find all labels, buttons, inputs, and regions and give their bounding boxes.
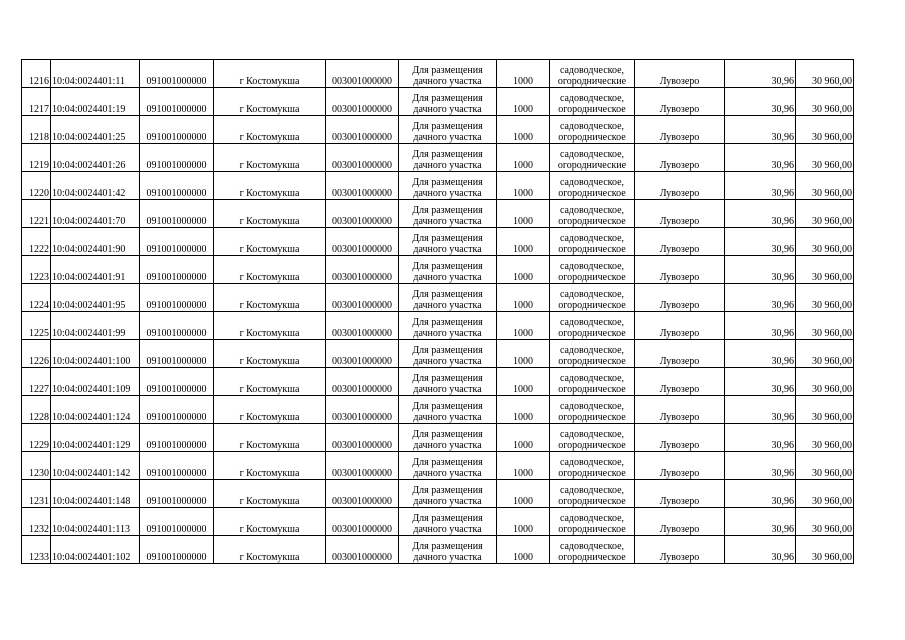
area-cell: 1000	[497, 396, 550, 424]
purpose-line-2: дачного участка	[413, 216, 482, 227]
row-number-cell: 1228	[22, 396, 51, 424]
cadastral-value-cell: 30 960,00	[796, 200, 854, 228]
table-row	[22, 396, 854, 424]
cadastral-value-cell: 30 960,00	[796, 284, 854, 312]
purpose-line-1: Для размещения	[412, 541, 483, 552]
city-cell: г Костомукша	[214, 144, 326, 172]
rate-cell: 30,96	[725, 424, 796, 452]
rate-cell: 30,96	[725, 256, 796, 284]
table-row	[22, 144, 854, 172]
rate-cell: 30,96	[725, 284, 796, 312]
cadastral-value-cell: 30 960,00	[796, 340, 854, 368]
rate-cell: 30,96	[725, 396, 796, 424]
land-use-cell	[550, 368, 635, 396]
purpose-cell	[399, 340, 497, 368]
cadastral-value-cell: 30 960,00	[796, 88, 854, 116]
city-cell: г Костомукша	[214, 340, 326, 368]
cadastral-number-cell: 10:04:0024401:109	[51, 368, 140, 396]
land-use-line-1: садоводческое,	[559, 177, 625, 188]
land-use-line-2: огородническое	[558, 468, 626, 479]
table-row	[22, 480, 854, 508]
cadastral-number-cell: 10:04:0024401:129	[51, 424, 140, 452]
purpose-line-2: дачного участка	[413, 104, 482, 115]
oktmo-code-cell: 091001000000	[140, 508, 214, 536]
land-use-cell	[550, 536, 635, 564]
land-use-line-2: огородническое	[558, 356, 626, 367]
table-row	[22, 116, 854, 144]
location-cell: Лувозеро	[635, 452, 725, 480]
cadastral-number-cell: 10:04:0024401:19	[51, 88, 140, 116]
code-cell: 003001000000	[326, 340, 399, 368]
area-cell: 1000	[497, 60, 550, 88]
purpose-line-1: Для размещения	[412, 121, 483, 132]
cadastral-number-cell: 10:04:0024401:148	[51, 480, 140, 508]
purpose-line-2: дачного участка	[413, 160, 482, 171]
city-cell: г Костомукша	[214, 60, 326, 88]
land-use-line-2: огородническое	[558, 412, 626, 423]
cadastral-number-cell: 10:04:0024401:99	[51, 312, 140, 340]
location-cell: Лувозеро	[635, 172, 725, 200]
row-number-cell: 1219	[22, 144, 51, 172]
code-cell: 003001000000	[326, 60, 399, 88]
row-number-cell: 1216	[22, 60, 51, 88]
land-use-line-1: садоводческое,	[559, 149, 625, 160]
table-row	[22, 200, 854, 228]
rate-cell: 30,96	[725, 228, 796, 256]
purpose-line-1: Для размещения	[412, 261, 483, 272]
rate-cell: 30,96	[725, 452, 796, 480]
oktmo-code-cell: 091001000000	[140, 200, 214, 228]
location-cell: Лувозеро	[635, 340, 725, 368]
land-use-cell	[550, 88, 635, 116]
purpose-line-2: дачного участка	[413, 132, 482, 143]
land-use-line-1: садоводческое,	[559, 345, 625, 356]
purpose-line-1: Для размещения	[412, 373, 483, 384]
location-cell: Лувозеро	[635, 536, 725, 564]
rate-cell: 30,96	[725, 340, 796, 368]
land-use-line-2: огородническое	[558, 244, 626, 255]
table-row	[22, 508, 854, 536]
city-cell: г Костомукша	[214, 88, 326, 116]
code-cell: 003001000000	[326, 480, 399, 508]
row-number-cell: 1231	[22, 480, 51, 508]
purpose-line-1: Для размещения	[412, 401, 483, 412]
purpose-cell	[399, 536, 497, 564]
code-cell: 003001000000	[326, 172, 399, 200]
location-cell: Лувозеро	[635, 88, 725, 116]
location-cell: Лувозеро	[635, 228, 725, 256]
land-use-line-1: садоводческое,	[559, 289, 625, 300]
oktmo-code-cell: 091001000000	[140, 144, 214, 172]
row-number-cell: 1225	[22, 312, 51, 340]
oktmo-code-cell: 091001000000	[140, 88, 214, 116]
purpose-cell	[399, 60, 497, 88]
city-cell: г Костомукша	[214, 508, 326, 536]
row-number-cell: 1232	[22, 508, 51, 536]
land-use-line-2: огородническое	[558, 272, 626, 283]
land-use-cell	[550, 116, 635, 144]
cadastral-number-cell: 10:04:0024401:124	[51, 396, 140, 424]
rate-cell: 30,96	[725, 536, 796, 564]
area-cell: 1000	[497, 368, 550, 396]
table-row	[22, 172, 854, 200]
land-use-cell	[550, 396, 635, 424]
code-cell: 003001000000	[326, 284, 399, 312]
row-number-cell: 1217	[22, 88, 51, 116]
code-cell: 003001000000	[326, 116, 399, 144]
table-row	[22, 536, 854, 564]
cadastral-number-cell: 10:04:0024401:90	[51, 228, 140, 256]
purpose-line-2: дачного участка	[413, 328, 482, 339]
table-row	[22, 340, 854, 368]
row-number-cell: 1230	[22, 452, 51, 480]
location-cell: Лувозеро	[635, 396, 725, 424]
purpose-line-2: дачного участка	[413, 384, 482, 395]
location-cell: Лувозеро	[635, 200, 725, 228]
row-number-cell: 1227	[22, 368, 51, 396]
cadastral-value-cell: 30 960,00	[796, 116, 854, 144]
land-use-line-1: садоводческое,	[559, 93, 625, 104]
cadastral-number-cell: 10:04:0024401:102	[51, 536, 140, 564]
purpose-line-2: дачного участка	[413, 244, 482, 255]
table-row	[22, 60, 854, 88]
land-use-cell	[550, 284, 635, 312]
cadastral-value-cell: 30 960,00	[796, 172, 854, 200]
purpose-line-1: Для размещения	[412, 233, 483, 244]
land-use-cell	[550, 200, 635, 228]
land-use-line-1: садоводческое,	[559, 401, 625, 412]
table-row	[22, 88, 854, 116]
area-cell: 1000	[497, 312, 550, 340]
oktmo-code-cell: 091001000000	[140, 284, 214, 312]
location-cell: Лувозеро	[635, 116, 725, 144]
purpose-line-1: Для размещения	[412, 177, 483, 188]
table-row	[22, 368, 854, 396]
area-cell: 1000	[497, 536, 550, 564]
purpose-cell	[399, 200, 497, 228]
location-cell: Лувозеро	[635, 144, 725, 172]
land-use-line-1: садоводческое,	[559, 541, 625, 552]
document-sheet	[21, 59, 854, 564]
purpose-cell	[399, 116, 497, 144]
purpose-cell	[399, 284, 497, 312]
code-cell: 003001000000	[326, 200, 399, 228]
area-cell: 1000	[497, 228, 550, 256]
city-cell: г Костомукша	[214, 256, 326, 284]
area-cell: 1000	[497, 172, 550, 200]
table-row	[22, 312, 854, 340]
location-cell: Лувозеро	[635, 480, 725, 508]
purpose-cell	[399, 452, 497, 480]
rate-cell: 30,96	[725, 60, 796, 88]
rate-cell: 30,96	[725, 508, 796, 536]
purpose-line-2: дачного участка	[413, 468, 482, 479]
land-use-line-2: огородническое	[558, 384, 626, 395]
rate-cell: 30,96	[725, 368, 796, 396]
land-use-line-2: огородническое	[558, 496, 626, 507]
location-cell: Лувозеро	[635, 312, 725, 340]
land-use-line-2: огородническое	[558, 328, 626, 339]
cadastral-number-cell: 10:04:0024401:113	[51, 508, 140, 536]
city-cell: г Костомукша	[214, 368, 326, 396]
city-cell: г Костомукша	[214, 424, 326, 452]
table-row	[22, 424, 854, 452]
purpose-line-1: Для размещения	[412, 429, 483, 440]
oktmo-code-cell: 091001000000	[140, 452, 214, 480]
land-use-line-1: садоводческое,	[559, 233, 625, 244]
land-use-line-2: огородническое	[558, 132, 626, 143]
city-cell: г Костомукша	[214, 480, 326, 508]
code-cell: 003001000000	[326, 312, 399, 340]
city-cell: г Костомукша	[214, 228, 326, 256]
purpose-cell	[399, 424, 497, 452]
cadastral-number-cell: 10:04:0024401:95	[51, 284, 140, 312]
purpose-line-1: Для размещения	[412, 65, 483, 76]
land-use-line-2: огородническое	[558, 216, 626, 227]
purpose-cell	[399, 368, 497, 396]
row-number-cell: 1233	[22, 536, 51, 564]
city-cell: г Костомукша	[214, 284, 326, 312]
purpose-line-1: Для размещения	[412, 317, 483, 328]
oktmo-code-cell: 091001000000	[140, 116, 214, 144]
cadastral-number-cell: 10:04:0024401:91	[51, 256, 140, 284]
land-use-line-1: садоводческое,	[559, 485, 625, 496]
cadastral-number-cell: 10:04:0024401:25	[51, 116, 140, 144]
code-cell: 003001000000	[326, 424, 399, 452]
oktmo-code-cell: 091001000000	[140, 480, 214, 508]
purpose-line-2: дачного участка	[413, 76, 482, 87]
rate-cell: 30,96	[725, 144, 796, 172]
purpose-line-2: дачного участка	[413, 356, 482, 367]
area-cell: 1000	[497, 116, 550, 144]
land-use-line-1: садоводческое,	[559, 121, 625, 132]
city-cell: г Костомукша	[214, 172, 326, 200]
code-cell: 003001000000	[326, 508, 399, 536]
area-cell: 1000	[497, 200, 550, 228]
cadastral-number-cell: 10:04:0024401:42	[51, 172, 140, 200]
land-use-line-1: садоводческое,	[559, 65, 625, 76]
oktmo-code-cell: 091001000000	[140, 228, 214, 256]
code-cell: 003001000000	[326, 368, 399, 396]
land-use-line-1: садоводческое,	[559, 373, 625, 384]
rate-cell: 30,96	[725, 116, 796, 144]
purpose-line-2: дачного участка	[413, 440, 482, 451]
purpose-line-1: Для размещения	[412, 93, 483, 104]
purpose-line-1: Для размещения	[412, 149, 483, 160]
city-cell: г Костомукша	[214, 452, 326, 480]
row-number-cell: 1226	[22, 340, 51, 368]
oktmo-code-cell: 091001000000	[140, 396, 214, 424]
purpose-line-1: Для размещения	[412, 289, 483, 300]
purpose-line-1: Для размещения	[412, 345, 483, 356]
cadastral-value-cell: 30 960,00	[796, 480, 854, 508]
registry-body	[22, 60, 854, 564]
purpose-line-1: Для размещения	[412, 485, 483, 496]
purpose-line-1: Для размещения	[412, 457, 483, 468]
row-number-cell: 1224	[22, 284, 51, 312]
land-use-cell	[550, 228, 635, 256]
cadastral-value-cell: 30 960,00	[796, 144, 854, 172]
purpose-line-2: дачного участка	[413, 300, 482, 311]
rate-cell: 30,96	[725, 480, 796, 508]
purpose-line-2: дачного участка	[413, 272, 482, 283]
oktmo-code-cell: 091001000000	[140, 340, 214, 368]
row-number-cell: 1218	[22, 116, 51, 144]
code-cell: 003001000000	[326, 256, 399, 284]
purpose-line-2: дачного участка	[413, 552, 482, 563]
rate-cell: 30,96	[725, 88, 796, 116]
land-use-line-1: садоводческое,	[559, 317, 625, 328]
land-use-cell	[550, 172, 635, 200]
table-row	[22, 256, 854, 284]
land-use-cell	[550, 508, 635, 536]
oktmo-code-cell: 091001000000	[140, 60, 214, 88]
location-cell: Лувозеро	[635, 424, 725, 452]
location-cell: Лувозеро	[635, 284, 725, 312]
cadastral-value-cell: 30 960,00	[796, 256, 854, 284]
row-number-cell: 1222	[22, 228, 51, 256]
purpose-cell	[399, 144, 497, 172]
land-use-line-2: огородническое	[558, 524, 626, 535]
area-cell: 1000	[497, 508, 550, 536]
purpose-cell	[399, 312, 497, 340]
land-use-cell	[550, 144, 635, 172]
table-row	[22, 228, 854, 256]
purpose-cell	[399, 88, 497, 116]
cadastral-value-cell: 30 960,00	[796, 228, 854, 256]
land-use-line-1: садоводческое,	[559, 429, 625, 440]
land-use-line-2: огороднические	[557, 160, 627, 171]
row-number-cell: 1223	[22, 256, 51, 284]
cadastral-value-cell: 30 960,00	[796, 508, 854, 536]
cadastral-number-cell: 10:04:0024401:26	[51, 144, 140, 172]
area-cell: 1000	[497, 88, 550, 116]
purpose-cell	[399, 508, 497, 536]
cadastral-number-cell: 10:04:0024401:11	[51, 60, 140, 88]
code-cell: 003001000000	[326, 396, 399, 424]
land-use-line-2: огородническое	[558, 104, 626, 115]
city-cell: г Костомукша	[214, 536, 326, 564]
area-cell: 1000	[497, 480, 550, 508]
land-use-cell	[550, 60, 635, 88]
oktmo-code-cell: 091001000000	[140, 368, 214, 396]
cadastral-value-cell: 30 960,00	[796, 60, 854, 88]
row-number-cell: 1220	[22, 172, 51, 200]
oktmo-code-cell: 091001000000	[140, 536, 214, 564]
oktmo-code-cell: 091001000000	[140, 172, 214, 200]
cadastral-value-cell: 30 960,00	[796, 452, 854, 480]
code-cell: 003001000000	[326, 88, 399, 116]
purpose-line-1: Для размещения	[412, 513, 483, 524]
oktmo-code-cell: 091001000000	[140, 424, 214, 452]
land-use-line-1: садоводческое,	[559, 457, 625, 468]
cadastral-value-cell: 30 960,00	[796, 368, 854, 396]
location-cell: Лувозеро	[635, 60, 725, 88]
land-use-cell	[550, 424, 635, 452]
land-use-line-2: огородническое	[558, 300, 626, 311]
land-use-line-1: садоводческое,	[559, 513, 625, 524]
row-number-cell: 1221	[22, 200, 51, 228]
purpose-line-1: Для размещения	[412, 205, 483, 216]
table-row	[22, 284, 854, 312]
city-cell: г Костомукша	[214, 200, 326, 228]
land-plot-registry-table	[21, 59, 854, 564]
land-use-cell	[550, 480, 635, 508]
code-cell: 003001000000	[326, 228, 399, 256]
row-number-cell: 1229	[22, 424, 51, 452]
land-use-line-1: садоводческое,	[559, 261, 625, 272]
purpose-line-2: дачного участка	[413, 496, 482, 507]
location-cell: Лувозеро	[635, 256, 725, 284]
city-cell: г Костомукша	[214, 312, 326, 340]
cadastral-number-cell: 10:04:0024401:70	[51, 200, 140, 228]
rate-cell: 30,96	[725, 312, 796, 340]
land-use-cell	[550, 312, 635, 340]
purpose-cell	[399, 256, 497, 284]
code-cell: 003001000000	[326, 144, 399, 172]
area-cell: 1000	[497, 144, 550, 172]
purpose-line-2: дачного участка	[413, 524, 482, 535]
area-cell: 1000	[497, 424, 550, 452]
land-use-line-2: огородническое	[558, 552, 626, 563]
land-use-line-2: огороднические	[557, 76, 627, 87]
cadastral-value-cell: 30 960,00	[796, 424, 854, 452]
area-cell: 1000	[497, 452, 550, 480]
purpose-line-2: дачного участка	[413, 188, 482, 199]
purpose-cell	[399, 396, 497, 424]
purpose-cell	[399, 228, 497, 256]
land-use-cell	[550, 256, 635, 284]
land-use-cell	[550, 340, 635, 368]
cadastral-value-cell: 30 960,00	[796, 312, 854, 340]
land-use-cell	[550, 452, 635, 480]
city-cell: г Костомукша	[214, 116, 326, 144]
table-row	[22, 452, 854, 480]
area-cell: 1000	[497, 284, 550, 312]
oktmo-code-cell: 091001000000	[140, 312, 214, 340]
purpose-line-2: дачного участка	[413, 412, 482, 423]
land-use-line-1: садоводческое,	[559, 205, 625, 216]
oktmo-code-cell: 091001000000	[140, 256, 214, 284]
purpose-cell	[399, 480, 497, 508]
code-cell: 003001000000	[326, 536, 399, 564]
purpose-cell	[399, 172, 497, 200]
area-cell: 1000	[497, 340, 550, 368]
cadastral-value-cell: 30 960,00	[796, 536, 854, 564]
land-use-line-2: огородническое	[558, 188, 626, 199]
code-cell: 003001000000	[326, 452, 399, 480]
rate-cell: 30,96	[725, 200, 796, 228]
land-use-line-2: огородническое	[558, 440, 626, 451]
rate-cell: 30,96	[725, 172, 796, 200]
cadastral-number-cell: 10:04:0024401:142	[51, 452, 140, 480]
city-cell: г Костомукша	[214, 396, 326, 424]
area-cell: 1000	[497, 256, 550, 284]
cadastral-value-cell: 30 960,00	[796, 396, 854, 424]
location-cell: Лувозеро	[635, 508, 725, 536]
cadastral-number-cell: 10:04:0024401:100	[51, 340, 140, 368]
location-cell: Лувозеро	[635, 368, 725, 396]
